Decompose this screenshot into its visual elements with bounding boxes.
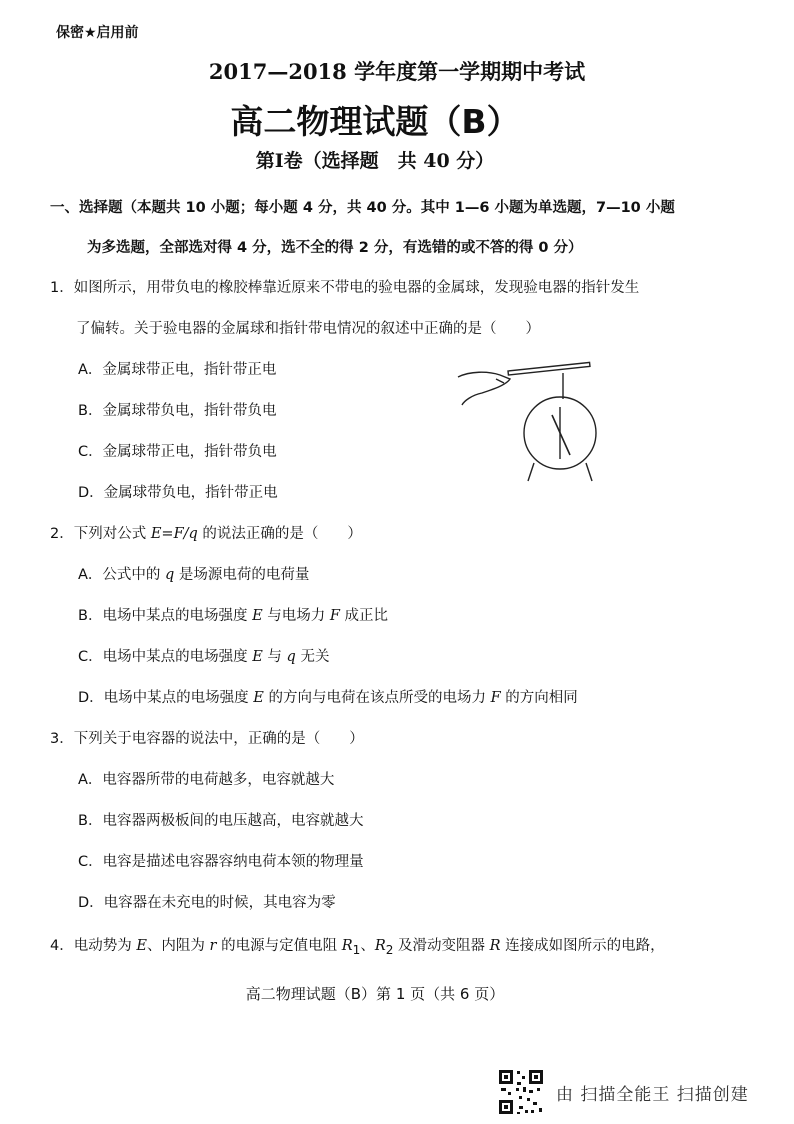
volume-heading: 第Ⅰ卷（选择题 共 40 分） (255, 150, 495, 172)
scanner-watermark: 由 扫描全能王 扫描创建 (556, 1085, 749, 1105)
hand-drawing (458, 372, 510, 405)
qr-code-icon (497, 1068, 545, 1116)
q2-option-d: D．电场中某点的电场强度 E 的方向与电荷在该点所受的电场力 F 的方向相同 (78, 690, 578, 706)
q3-stem: 3．下列关于电容器的说法中，正确的是（ ） (50, 731, 364, 747)
q1-option-a: A．金属球带正电，指针带正电 (78, 362, 277, 378)
q2-option-a: A．公式中的 q 是场源电荷的电荷量 (78, 567, 310, 583)
electroscope-needle (552, 415, 570, 455)
q3-option-b: B．电容器两极板间的电压越高，电容就越大 (78, 813, 364, 829)
q3-option-c: C．电容是描述电容器容纳电荷本领的物理量 (78, 854, 364, 870)
exam-year: 2017—2018 学年度第一学期期中考试 (208, 59, 586, 84)
q3-option-a: A．电容器所带的电荷越多，电容就越大 (78, 772, 335, 788)
q1-option-b: B．金属球带负电，指针带负电 (78, 403, 277, 419)
rubber-rod (508, 362, 590, 375)
q1-stem-line1: 1．如图所示，用带负电的橡胶棒靠近原来不带电的验电器的金属球，发现验电器的指针发生 (50, 280, 640, 296)
electroscope-figure (448, 355, 608, 495)
q2-option-c: C．电场中某点的电场强度 E 与 q 无关 (78, 649, 330, 665)
section-instructions-line1: 一、选择题（本题共 10 小题；每小题 4 分，共 40 分。其中 1—6 小题为单选题，7—10 小题 (50, 200, 675, 216)
section-instructions-line2: 为多选题，全部选对得 4 分，选不全的得 2 分，有选错的或不答的得 0 分） (87, 240, 583, 256)
q2-option-b: B．电场中某点的电场强度 E 与电场力 F 成正比 (78, 608, 389, 624)
q1-option-d: D．金属球带负电，指针带正电 (78, 485, 278, 501)
q2-formula: E=F/q (150, 526, 198, 542)
q3-option-d: D．电容器在未充电的时候，其电容为零 (78, 895, 336, 911)
page-footer: 高二物理试题（B）第 1 页（共 6 页） (245, 985, 505, 1003)
q2-stem: 2．下列对公式 E=F/q 的说法正确的是（ ） (50, 526, 362, 542)
q1-option-c: C．金属球带正电，指针带负电 (78, 444, 277, 460)
q4-stem: 4．电动势为 E、内阻为 r 的电源与定值电阻 $R_1$、$R_2$ 及滑动变阻器 R 连接成如图所示的电路， (50, 938, 665, 957)
secret-mark: 保密★启用前 (56, 25, 139, 41)
q1-stem-line2: 了偏转。关于验电器的金属球和指针带电情况的叙述中正确的是（ ） (76, 321, 540, 337)
page-title: 高二物理试题（B） (230, 102, 520, 141)
